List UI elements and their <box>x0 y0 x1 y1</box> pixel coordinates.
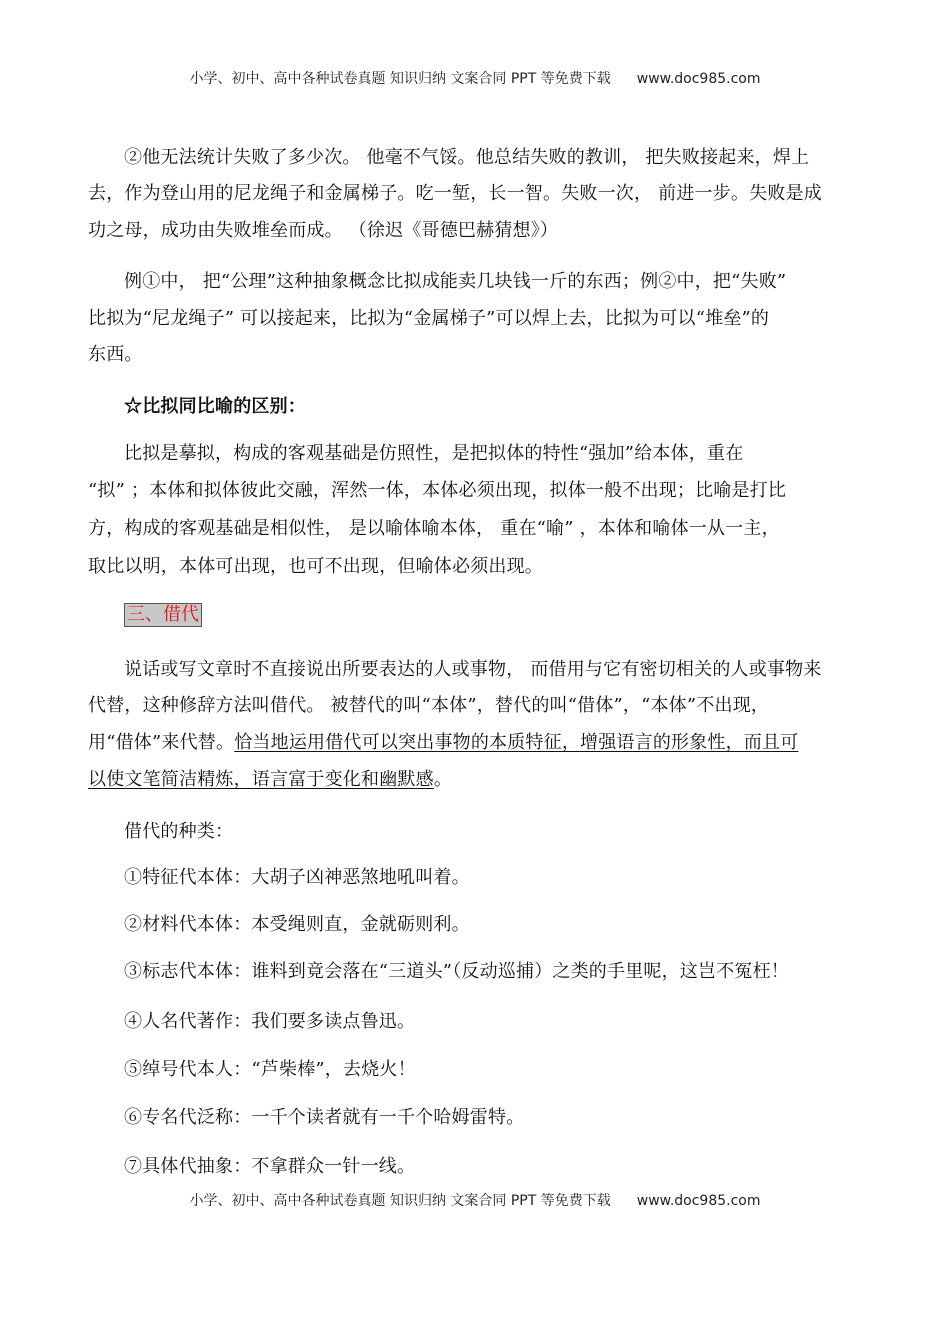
footer-url: www.doc985.com <box>636 1193 761 1209</box>
type-item-3: ③标志代本体：谁料到竟会落在“三道头”（反动巡捕）之类的手里呢，这岂不冤枉！ <box>124 961 790 982</box>
type-item-1: ①特征代本体：大胡子凶神恶煞地吼叫着。 <box>124 867 470 888</box>
definition-line-3-plain: 用“借体”来代替。 <box>88 732 235 753</box>
definition-line-3 <box>88 731 863 755</box>
example2-line-3: 功之母，成功由失败堆垒而成。 （徐迟《哥德巴赫猜想》） <box>88 220 559 241</box>
definition-line-2: 代替，这种修辞方法叫借代。 被替代的叫“本体”，替代的叫“借体”，“本体”不出现， <box>88 695 770 716</box>
explanation-line-1: 例①中， 把“公理”这种抽象概念比拟成能卖几块钱一斤的东西；例②中，把“失败” <box>124 271 787 292</box>
header-url: www.doc985.com <box>636 71 761 87</box>
definition-underlined-2: 以使文笔简洁精炼，语言富于变化和幽默感 <box>88 769 434 790</box>
difference-line-4: 取比以明，本体可出现，也可不出现，但喻体必须出现。 <box>88 556 543 577</box>
definition-line-4 <box>88 768 863 792</box>
header-text: 小学、初中、高中各种试卷真题 知识归纳 文案合同 PPT 等免费下载 <box>189 71 611 87</box>
definition-line-4-end: 。 <box>433 769 453 790</box>
type-item-2: ②材料代本体：本受绳则直，金就砺则利。 <box>124 914 470 935</box>
type-item-7: ⑦具体代抽象：不拿群众一针一线。 <box>124 1156 416 1177</box>
example2-line-2: 去，作为登山用的尼龙绳子和金属梯子。吃一堑，长一智。失败一次， 前进一步。失败是成 <box>88 183 822 204</box>
explanation-line-2: 比拟为“尼龙绳子” 可以接起来，比拟为“金属梯子”可以焊上去，比拟为可以“堆垒”的 <box>88 308 770 329</box>
difference-line-3: 方，构成的客观基础是相似性， 是以喻体喻本体， 重在“喻” ，本体和喻体一从一主， <box>88 518 780 539</box>
explanation-line-3: 东西。 <box>88 344 143 365</box>
definition-underlined-1: 恰当地运用借代可以突出事物的本质特征，增强语言的形象性，而且可 <box>234 732 799 753</box>
type-item-4: ④人名代著作：我们要多读点鲁迅。 <box>124 1011 416 1032</box>
definition-line-1: 说话或写文章时不直接说出所要表达的人或事物， 而借用与它有密切相关的人或事物来 <box>124 659 822 680</box>
page-footer <box>0 1190 950 1210</box>
section-heading-jiedai: 三、借代 <box>124 603 202 627</box>
difference-title: ☆比拟同比喻的区别： <box>124 396 306 417</box>
example2-line-1: ②他无法统计失败了多少次。 他毫不气馁。他总结失败的教训， 把失败接起来，焊上 <box>124 147 810 168</box>
type-item-5: ⑤绰号代本人：“芦柴棒”，去烧火！ <box>124 1059 416 1080</box>
footer-text: 小学、初中、高中各种试卷真题 知识归纳 文案合同 PPT 等免费下载 <box>189 1193 611 1209</box>
type-item-6: ⑥专名代泛称：一千个读者就有一千个哈姆雷特。 <box>124 1107 525 1128</box>
difference-line-2: “拟” ；本体和拟体彼此交融，浑然一体，本体必须出现，拟体一般不出现；比喻是打比 <box>88 480 787 501</box>
page-header <box>0 68 950 88</box>
difference-line-1: 比拟是摹拟，构成的客观基础是仿照性，是把拟体的特性“强加”给本体，重在 <box>124 443 744 464</box>
types-title: 借代的种类： <box>124 821 234 842</box>
